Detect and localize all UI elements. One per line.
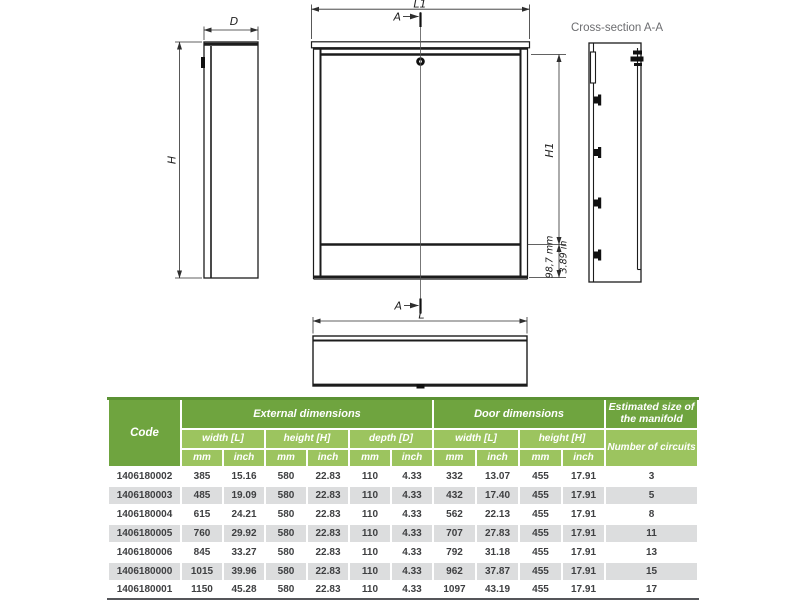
unit-header-inch: inch	[476, 449, 519, 467]
unit-header-inch: inch	[223, 449, 265, 467]
cell-value: 1097	[433, 581, 476, 600]
cell-value: 22.83	[307, 467, 349, 486]
cell-value: 15.16	[223, 467, 265, 486]
cell-value: 4.33	[391, 486, 433, 505]
cell-value: 17.91	[562, 467, 605, 486]
col-header-external-dimensions: External dimensions	[181, 399, 433, 429]
unit-header-mm: mm	[433, 449, 476, 467]
cell-code: 1406180004	[108, 505, 181, 524]
cell-value: 33.27	[223, 543, 265, 562]
cell-value: 37.87	[476, 562, 519, 581]
lock-mechanism	[631, 51, 644, 67]
unit-header-mm: mm	[181, 449, 223, 467]
bottom-view	[313, 309, 527, 389]
cell-value: 110	[349, 505, 391, 524]
cell-value: 455	[519, 543, 562, 562]
col-header-ext-height: height [H]	[265, 429, 349, 449]
table-row	[108, 581, 698, 600]
cell-value: 22.83	[307, 562, 349, 581]
cell-value: 4.33	[391, 581, 433, 600]
cell-value: 110	[349, 562, 391, 581]
cell-value: 24.21	[223, 505, 265, 524]
l1-label: L1	[413, 0, 427, 11]
unit-header-inch: inch	[307, 449, 349, 467]
col-header-door-dimensions: Door dimensions	[433, 399, 605, 429]
cell-value: 792	[433, 543, 476, 562]
unit-header-mm: mm	[519, 449, 562, 467]
cell-value: 19.09	[223, 486, 265, 505]
col-header-door-height: height [H]	[519, 429, 605, 449]
unit-header-mm: mm	[265, 449, 307, 467]
cell-circuits: 17	[605, 581, 698, 600]
cell-value: 45.28	[223, 581, 265, 600]
cell-value: 4.33	[391, 562, 433, 581]
table-row	[108, 524, 698, 543]
cell-circuits: 13	[605, 543, 698, 562]
cell-value: 580	[265, 543, 307, 562]
cell-value: 22.83	[307, 581, 349, 600]
section-a-bottom-label: A	[394, 299, 402, 313]
cross-section-title: Cross-section A-A	[571, 22, 664, 34]
cell-value: 580	[265, 524, 307, 543]
col-header-code: Code	[108, 399, 181, 467]
cell-value: 1150	[181, 581, 223, 600]
cell-value: 485	[181, 486, 223, 505]
cell-value: 110	[349, 581, 391, 600]
side-view	[166, 15, 259, 278]
cell-value: 17.91	[562, 581, 605, 600]
cell-value: 4.33	[391, 524, 433, 543]
cell-code: 1406180002	[108, 467, 181, 486]
section-a-top-label: A	[393, 10, 401, 24]
front-view	[312, 0, 570, 314]
cell-value: 455	[519, 581, 562, 600]
cell-value: 110	[349, 486, 391, 505]
cell-value: 4.33	[391, 467, 433, 486]
offset-mm-label: 98,7 mm	[544, 235, 556, 279]
cell-circuits: 11	[605, 524, 698, 543]
cell-circuits: 3	[605, 467, 698, 486]
cell-value: 707	[433, 524, 476, 543]
cell-circuits: 15	[605, 562, 698, 581]
table-row	[108, 543, 698, 562]
specification-table	[107, 397, 699, 600]
cell-value: 385	[181, 467, 223, 486]
cell-value: 615	[181, 505, 223, 524]
dimension-depth	[204, 27, 258, 41]
cell-value: 110	[349, 543, 391, 562]
cell-value: 22.83	[307, 505, 349, 524]
unit-header-inch: inch	[562, 449, 605, 467]
cell-value: 962	[433, 562, 476, 581]
table-row	[108, 467, 698, 486]
cell-value: 580	[265, 467, 307, 486]
col-header-number-of-circuits: Number of circuits	[605, 429, 698, 467]
cell-circuits: 8	[605, 505, 698, 524]
section-marker-top	[403, 13, 421, 28]
offset-in-label: 3.89 in	[558, 240, 570, 274]
cell-value: 455	[519, 505, 562, 524]
cell-value: 455	[519, 562, 562, 581]
cell-value: 455	[519, 486, 562, 505]
depth-label: D	[229, 15, 239, 28]
cell-value: 110	[349, 467, 391, 486]
cell-value: 562	[433, 505, 476, 524]
cell-value: 13.07	[476, 467, 519, 486]
cell-value: 760	[181, 524, 223, 543]
cell-value: 432	[433, 486, 476, 505]
cell-code: 1406180001	[108, 581, 181, 600]
dimension-height	[175, 42, 202, 278]
cell-value: 580	[265, 562, 307, 581]
length-label: L	[418, 308, 425, 322]
cell-value: 17.91	[562, 486, 605, 505]
cell-value: 22.13	[476, 505, 519, 524]
cell-value: 17.40	[476, 486, 519, 505]
unit-header-inch: inch	[391, 449, 433, 467]
cell-value: 39.96	[223, 562, 265, 581]
lock-tab	[417, 384, 425, 389]
cell-value: 22.83	[307, 524, 349, 543]
cell-value: 17.91	[562, 505, 605, 524]
cross-section-view	[571, 22, 663, 282]
cell-value: 27.83	[476, 524, 519, 543]
cell-code: 1406180005	[108, 524, 181, 543]
cell-value: 29.92	[223, 524, 265, 543]
cell-value: 4.33	[391, 505, 433, 524]
cell-value: 1015	[181, 562, 223, 581]
mounting-slot	[591, 52, 596, 83]
table-row	[108, 562, 698, 581]
hinge-detail	[201, 57, 205, 68]
cell-value: 845	[181, 543, 223, 562]
cell-value: 580	[265, 505, 307, 524]
unit-header-mm: mm	[349, 449, 391, 467]
cell-value: 17.91	[562, 543, 605, 562]
cell-value: 22.83	[307, 486, 349, 505]
cell-value: 580	[265, 486, 307, 505]
cell-value: 17.91	[562, 562, 605, 581]
h1-label: H1	[543, 142, 556, 158]
cell-value: 580	[265, 581, 307, 600]
cell-circuits: 5	[605, 486, 698, 505]
cell-value: 43.19	[476, 581, 519, 600]
cell-value: 110	[349, 524, 391, 543]
cell-value: 31.18	[476, 543, 519, 562]
cell-value: 455	[519, 467, 562, 486]
height-label: H	[165, 155, 179, 165]
cell-code: 1406180000	[108, 562, 181, 581]
table-row	[108, 505, 698, 524]
table-row	[108, 486, 698, 505]
cell-value: 455	[519, 524, 562, 543]
col-header-door-width: width [L]	[433, 429, 519, 449]
cell-code: 1406180006	[108, 543, 181, 562]
cell-value: 22.83	[307, 543, 349, 562]
cell-value: 332	[433, 467, 476, 486]
col-header-ext-depth: depth [D]	[349, 429, 433, 449]
col-header-estimated-size: Estimated size of the manifold	[605, 399, 698, 429]
cell-value: 4.33	[391, 543, 433, 562]
cell-code: 1406180003	[108, 486, 181, 505]
cell-value: 17.91	[562, 524, 605, 543]
mounting-studs	[594, 95, 601, 261]
col-header-ext-width: width [L]	[181, 429, 265, 449]
